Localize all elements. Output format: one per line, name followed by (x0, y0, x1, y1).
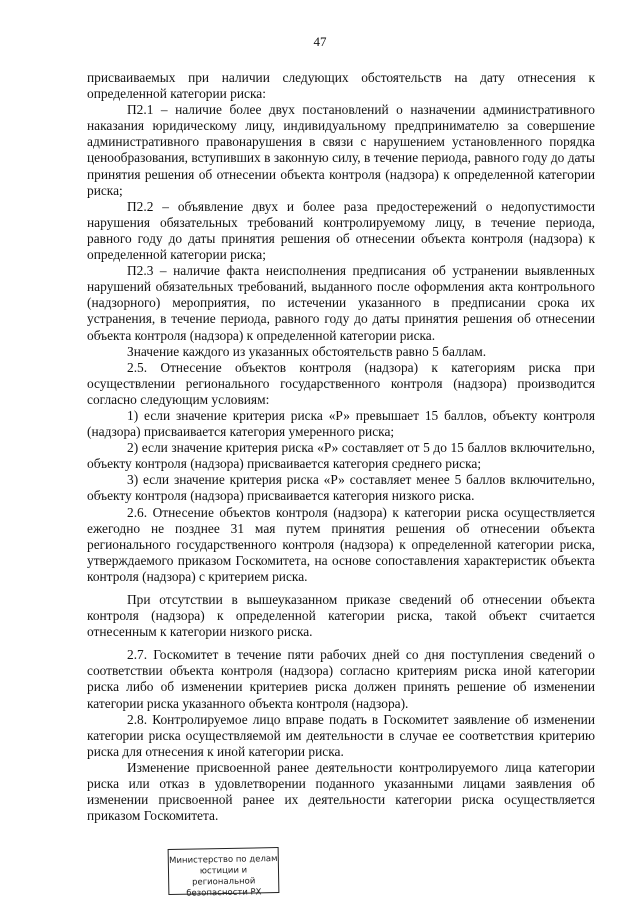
document-body (87, 70, 595, 824)
paragraph: П2.2 – объявление двух и более раза предостережений о недопустимости нарушения обязательных требований контролируемому лицу, в течение периода, равного году до даты принятия решения об отнесении объекта контроля (надзора) к определенной категории риска; (87, 198, 595, 263)
paragraph: присваиваемых при наличии следующих обстоятельств на дату отнесения к определенной категории риска: (87, 70, 595, 102)
paragraph: 3) если значение критерия риска «Р» составляет менее 5 баллов включительно, объекту контроля (надзора) присваивается категория низкого риска. (87, 472, 595, 504)
paragraph: П2.3 – наличие факта неисполнения предписания об устранении выявленных нарушений обязательных требований, выданного после оформления акта контрольного (надзорного) мероприятия, по истечении указанного в предписании срока их устранения, в течение периода, равного году до даты принятия решения об отнесении объекта контроля (надзора) к определенной категории риска. (87, 263, 595, 343)
paragraph: П2.1 – наличие более двух постановлений о назначении административного наказания юридическому лицу, индивидуальному предпринимателю за совершение административного правонарушения в связи с нарушением установленного порядка ценообразования, вступивших в законную силу, в течение периода, равного году до даты принятия решения об отнесении объекта контроля (надзора) к определенной категории риска; (87, 102, 595, 198)
paragraph: Изменение присвоенной ранее деятельности контролируемого лица категории риска или отказ в удовлетворении поданного указанными лицами заявления об изменении присвоенной ранее их деятельности категории риска осуществляется приказом Госкомитета. (87, 759, 595, 824)
paragraph: Значение каждого из указанных обстоятельств равно 5 баллам. (127, 343, 487, 359)
paragraph: 2.7. Госкомитет в течение пяти рабочих дней со дня поступления сведений о соответствии объекта контроля (надзора) согласно критериям риска иной категории риска либо об изменении критериев риска должен принять решение об изменении категории риска указанного объекта контроля (надзора). (87, 647, 595, 711)
paragraph: 2.5. Отнесение объектов контроля (надзора) к категориям риска при осуществлении регионального государственного контроля (надзора) производится согласно следующим условиям: (87, 359, 595, 407)
paragraph: 2.8. Контролируемое лицо вправе подать в Госкомитет заявление об изменении категории риска осуществляемой им деятельности в случае ее соответствия критерию риска для отнесения к иной категории риска. (87, 711, 595, 759)
paragraph: 2.6. Отнесение объектов контроля (надзора) к категории риска осуществляется ежегодно не позднее 31 мая путем принятия решения об отнесении объекта регионального государственного контроля (надзора) к определенной категории риска, утверждаемого приказом Госкомитета, на основе сопоставления характеристик объекта контроля (надзора) с критерием риска. (87, 504, 595, 584)
stamp-line: Министерство по делам (169, 854, 278, 866)
stamp-line: юстиции и региональной (191, 865, 256, 888)
paragraph: 1) если значение критерия риска «Р» превышает 15 баллов, объекту контроля (надзора) присваивается категория умеренного риска; (87, 407, 595, 440)
page-number: 47 (313, 34, 327, 49)
registration-stamp (168, 847, 280, 899)
paragraph: 2) если значение критерия риска «Р» составляет от 5 до 15 баллов включительно, объекту контроля (надзора) присваивается категория среднего риска; (87, 440, 595, 472)
paragraph: При отсутствии в вышеуказанном приказе сведений об отнесении объекта контроля (надзора) к определенной категории риска, такой объект считается отнесенным к категории низкого риска. (87, 592, 595, 640)
stamp-line: безопасности РХ (186, 887, 262, 899)
